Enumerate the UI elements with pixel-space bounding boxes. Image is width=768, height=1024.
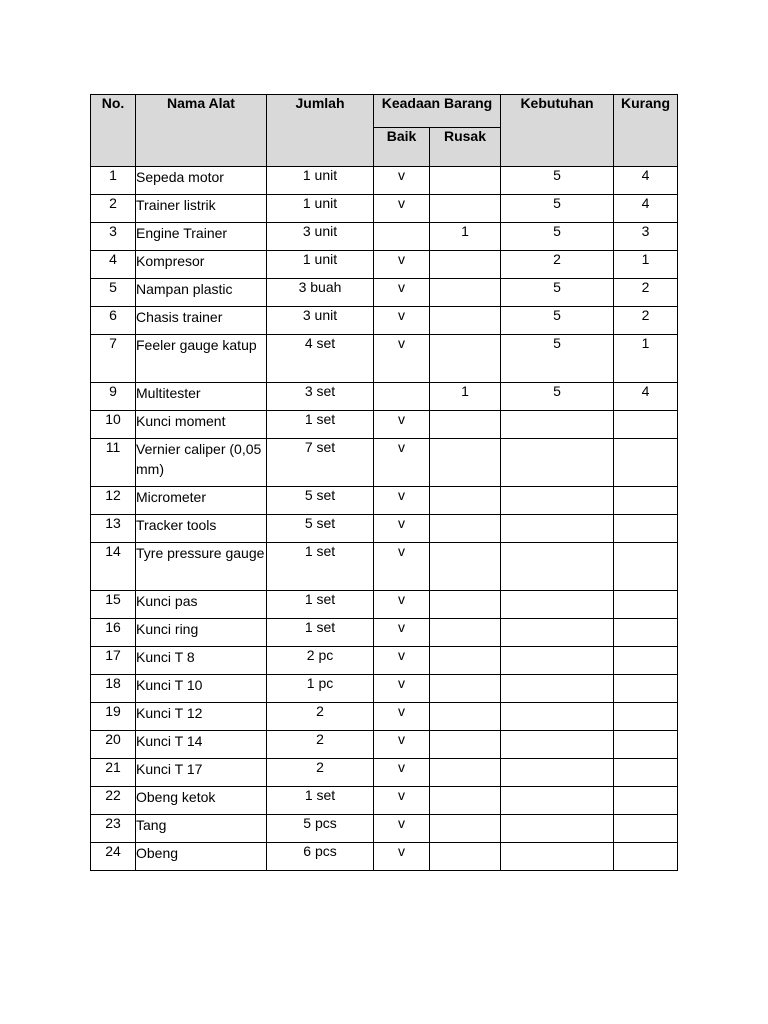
table-row [91, 383, 678, 411]
cell-nama-alat: Kunci pas [136, 591, 267, 619]
cell-baik: v [374, 843, 430, 871]
cell-nama-alat: Kunci T 8 [136, 647, 267, 675]
cell-kebutuhan: 5 [501, 223, 614, 251]
cell-nama-alat: Nampan plastic [136, 279, 267, 307]
cell-rusak [430, 647, 501, 675]
cell-kurang [614, 787, 678, 815]
cell-rusak [430, 731, 501, 759]
cell-rusak [430, 591, 501, 619]
cell-no: 19 [91, 703, 136, 731]
cell-no: 5 [91, 279, 136, 307]
cell-no: 3 [91, 223, 136, 251]
cell-kurang [614, 675, 678, 703]
table-row [91, 307, 678, 335]
cell-no: 15 [91, 591, 136, 619]
table-row [91, 759, 678, 787]
cell-rusak [430, 619, 501, 647]
cell-rusak: 1 [430, 383, 501, 411]
table-row [91, 487, 678, 515]
cell-jumlah: 2 [267, 759, 374, 787]
cell-kebutuhan [501, 543, 614, 591]
cell-kurang [614, 815, 678, 843]
cell-baik: v [374, 307, 430, 335]
header-kebutuhan: Kebutuhan [501, 95, 614, 167]
cell-no: 13 [91, 515, 136, 543]
cell-no: 16 [91, 619, 136, 647]
cell-no: 4 [91, 251, 136, 279]
cell-baik: v [374, 815, 430, 843]
cell-baik: v [374, 411, 430, 439]
cell-jumlah: 1 set [267, 619, 374, 647]
cell-kurang: 4 [614, 383, 678, 411]
cell-kurang [614, 703, 678, 731]
cell-baik: v [374, 543, 430, 591]
cell-no: 2 [91, 195, 136, 223]
table-row [91, 195, 678, 223]
cell-nama-alat: Micrometer [136, 487, 267, 515]
cell-jumlah: 3 unit [267, 307, 374, 335]
cell-nama-alat: Kunci T 14 [136, 731, 267, 759]
cell-jumlah: 2 [267, 703, 374, 731]
cell-nama-alat: Tang [136, 815, 267, 843]
cell-rusak [430, 515, 501, 543]
cell-nama-alat: Obeng [136, 843, 267, 871]
cell-rusak [430, 787, 501, 815]
cell-no: 20 [91, 731, 136, 759]
cell-kebutuhan: 5 [501, 167, 614, 195]
cell-jumlah: 1 unit [267, 251, 374, 279]
cell-kebutuhan [501, 675, 614, 703]
cell-no: 9 [91, 383, 136, 411]
cell-baik: v [374, 647, 430, 675]
cell-kurang: 4 [614, 195, 678, 223]
cell-nama-alat: Trainer listrik [136, 195, 267, 223]
cell-baik: v [374, 167, 430, 195]
cell-kebutuhan: 5 [501, 279, 614, 307]
cell-rusak [430, 335, 501, 383]
cell-kurang [614, 439, 678, 487]
cell-nama-alat: Obeng ketok [136, 787, 267, 815]
cell-baik: v [374, 591, 430, 619]
cell-kurang [614, 843, 678, 871]
header-rusak: Rusak [430, 128, 501, 167]
cell-kurang: 1 [614, 251, 678, 279]
cell-kebutuhan [501, 843, 614, 871]
cell-kurang [614, 515, 678, 543]
cell-kebutuhan [501, 815, 614, 843]
table-body [91, 167, 678, 871]
cell-baik: v [374, 759, 430, 787]
table-row [91, 543, 678, 591]
table-row [91, 731, 678, 759]
header-no: No. [91, 95, 136, 167]
header-keadaan-barang: Keadaan Barang [374, 95, 501, 128]
cell-nama-alat: Kunci ring [136, 619, 267, 647]
cell-rusak [430, 167, 501, 195]
cell-no: 6 [91, 307, 136, 335]
cell-kebutuhan: 5 [501, 307, 614, 335]
cell-jumlah: 7 set [267, 439, 374, 487]
cell-jumlah: 3 unit [267, 223, 374, 251]
cell-nama-alat: Kompresor [136, 251, 267, 279]
cell-kurang [614, 591, 678, 619]
cell-kurang [614, 411, 678, 439]
cell-jumlah: 1 unit [267, 195, 374, 223]
cell-baik: v [374, 515, 430, 543]
inventory-table [90, 94, 678, 871]
cell-baik: v [374, 195, 430, 223]
cell-baik: v [374, 335, 430, 383]
cell-nama-alat: Kunci T 17 [136, 759, 267, 787]
cell-kebutuhan: 5 [501, 195, 614, 223]
cell-nama-alat: Tracker tools [136, 515, 267, 543]
cell-jumlah: 4 set [267, 335, 374, 383]
header-jumlah: Jumlah [267, 95, 374, 167]
table-row [91, 251, 678, 279]
cell-rusak [430, 759, 501, 787]
cell-kebutuhan: 5 [501, 383, 614, 411]
cell-nama-alat: Multitester [136, 383, 267, 411]
cell-rusak [430, 487, 501, 515]
cell-no: 23 [91, 815, 136, 843]
cell-jumlah: 1 pc [267, 675, 374, 703]
cell-kurang: 3 [614, 223, 678, 251]
table-row [91, 167, 678, 195]
cell-nama-alat: Feeler gauge katup [136, 335, 267, 383]
header-kurang: Kurang [614, 95, 678, 167]
cell-kurang [614, 759, 678, 787]
cell-jumlah: 2 pc [267, 647, 374, 675]
cell-no: 17 [91, 647, 136, 675]
cell-jumlah: 3 buah [267, 279, 374, 307]
cell-baik: v [374, 787, 430, 815]
table-row [91, 279, 678, 307]
cell-rusak: 1 [430, 223, 501, 251]
cell-jumlah: 1 set [267, 411, 374, 439]
table-row [91, 815, 678, 843]
cell-no: 7 [91, 335, 136, 383]
cell-kebutuhan: 5 [501, 335, 614, 383]
cell-baik [374, 223, 430, 251]
cell-rusak [430, 815, 501, 843]
table-row [91, 515, 678, 543]
cell-jumlah: 3 set [267, 383, 374, 411]
cell-kurang: 2 [614, 307, 678, 335]
cell-kurang: 4 [614, 167, 678, 195]
cell-rusak [430, 543, 501, 591]
cell-rusak [430, 279, 501, 307]
cell-no: 1 [91, 167, 136, 195]
cell-kurang [614, 487, 678, 515]
table-row [91, 647, 678, 675]
cell-baik: v [374, 731, 430, 759]
table-row [91, 787, 678, 815]
cell-kebutuhan [501, 591, 614, 619]
cell-baik: v [374, 675, 430, 703]
cell-baik: v [374, 251, 430, 279]
cell-nama-alat: Sepeda motor [136, 167, 267, 195]
table-row [91, 703, 678, 731]
cell-kebutuhan [501, 619, 614, 647]
table-row [91, 591, 678, 619]
cell-rusak [430, 843, 501, 871]
cell-jumlah: 2 [267, 731, 374, 759]
cell-jumlah: 5 set [267, 515, 374, 543]
cell-nama-alat: Kunci T 12 [136, 703, 267, 731]
cell-jumlah: 5 pcs [267, 815, 374, 843]
cell-jumlah: 5 set [267, 487, 374, 515]
cell-jumlah: 1 unit [267, 167, 374, 195]
table-row [91, 843, 678, 871]
cell-baik: v [374, 279, 430, 307]
cell-baik: v [374, 703, 430, 731]
cell-jumlah: 6 pcs [267, 843, 374, 871]
cell-baik: v [374, 439, 430, 487]
cell-nama-alat: Kunci moment [136, 411, 267, 439]
cell-baik [374, 383, 430, 411]
cell-baik: v [374, 487, 430, 515]
cell-kebutuhan: 2 [501, 251, 614, 279]
cell-jumlah: 1 set [267, 591, 374, 619]
cell-kebutuhan [501, 439, 614, 487]
cell-kurang: 2 [614, 279, 678, 307]
cell-baik: v [374, 619, 430, 647]
table-row [91, 439, 678, 487]
table-row [91, 335, 678, 383]
cell-no: 14 [91, 543, 136, 591]
table-row [91, 411, 678, 439]
cell-kurang [614, 543, 678, 591]
cell-nama-alat: Vernier caliper (0,05 mm) [136, 439, 267, 487]
cell-jumlah: 1 set [267, 787, 374, 815]
cell-kebutuhan [501, 411, 614, 439]
cell-rusak [430, 675, 501, 703]
cell-no: 18 [91, 675, 136, 703]
cell-kurang [614, 647, 678, 675]
cell-rusak [430, 251, 501, 279]
cell-kebutuhan [501, 759, 614, 787]
cell-no: 24 [91, 843, 136, 871]
cell-rusak [430, 439, 501, 487]
cell-kebutuhan [501, 703, 614, 731]
header-nama-alat: Nama Alat [136, 95, 267, 167]
header-baik: Baik [374, 128, 430, 167]
cell-kurang: 1 [614, 335, 678, 383]
cell-kebutuhan [501, 487, 614, 515]
cell-rusak [430, 411, 501, 439]
cell-kebutuhan [501, 515, 614, 543]
cell-no: 12 [91, 487, 136, 515]
cell-nama-alat: Chasis trainer [136, 307, 267, 335]
cell-no: 21 [91, 759, 136, 787]
cell-nama-alat: Engine Trainer [136, 223, 267, 251]
cell-kebutuhan [501, 731, 614, 759]
table-row [91, 675, 678, 703]
cell-no: 22 [91, 787, 136, 815]
cell-jumlah: 1 set [267, 543, 374, 591]
cell-nama-alat: Kunci T 10 [136, 675, 267, 703]
cell-rusak [430, 703, 501, 731]
cell-kurang [614, 619, 678, 647]
table-row [91, 619, 678, 647]
cell-nama-alat: Tyre pressure gauge [136, 543, 267, 591]
cell-no: 11 [91, 439, 136, 487]
cell-no: 10 [91, 411, 136, 439]
cell-rusak [430, 195, 501, 223]
cell-kurang [614, 731, 678, 759]
cell-kebutuhan [501, 787, 614, 815]
cell-kebutuhan [501, 647, 614, 675]
table-row [91, 223, 678, 251]
cell-rusak [430, 307, 501, 335]
